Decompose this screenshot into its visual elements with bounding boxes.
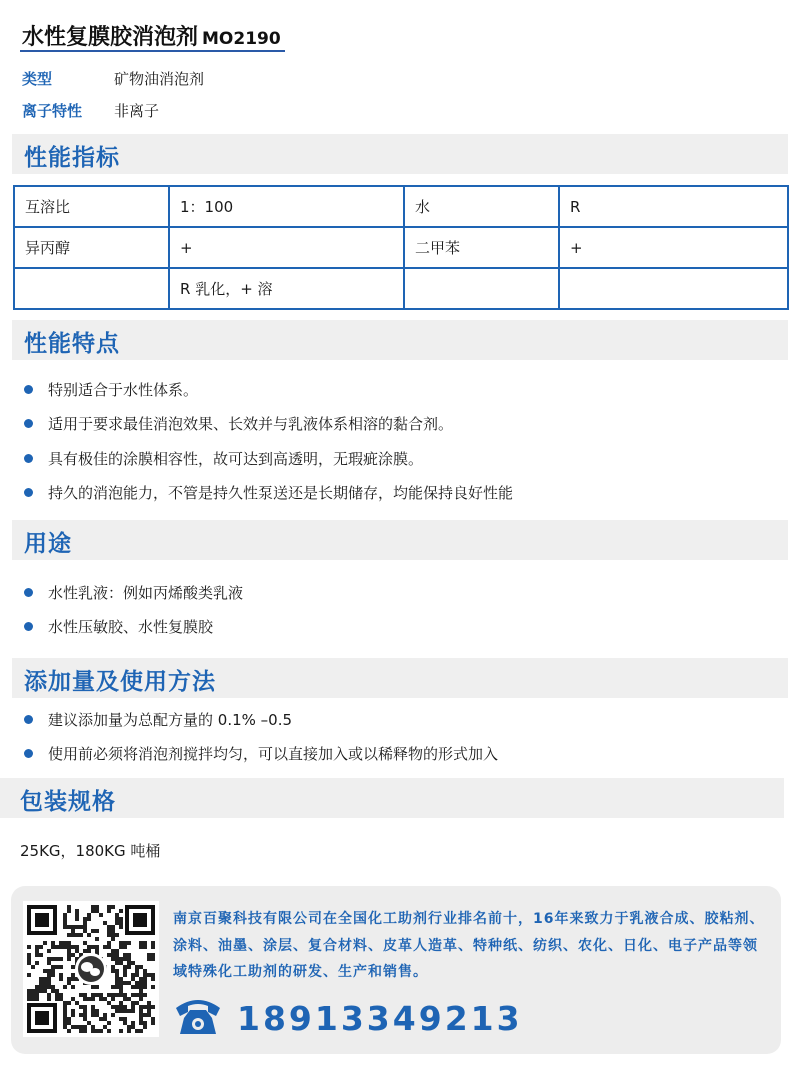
table-cell: + [169,227,404,268]
features-list [24,372,513,510]
section-heading: 用途 [24,531,72,557]
list-item-text: 具有极佳的涂膜相容性，故可达到高透明，无瑕疵涂膜。 [48,449,424,468]
model-code: MO2190 [202,29,281,49]
usage-list [24,575,243,644]
list-item [24,575,243,610]
table-cell [14,268,169,309]
qr-code-icon[interactable] [23,901,159,1037]
table-cell [404,268,559,309]
performance-table [13,185,789,310]
section-method [12,658,788,698]
section-packaging [0,778,784,818]
list-item-text: 水性乳液：例如丙烯酸类乳液 [48,583,244,602]
section-performance [12,134,788,174]
phone-number[interactable]: 18913349213 [237,999,523,1038]
property-ionic [22,100,159,121]
section-heading: 包装规格 [20,789,116,815]
table-cell: 1：100 [169,186,404,227]
list-item [24,441,513,476]
bullet-icon [24,454,33,463]
section-heading: 性能指标 [24,145,120,171]
table-cell [559,268,788,309]
method-list [24,702,498,771]
bullet-icon [24,419,33,428]
list-item-text: 特别适合于水性体系。 [48,380,199,399]
list-item-text: 水性压敏胶、水性复膜胶 [48,618,214,637]
list-item-text: 持久的消泡能力，不管是持久性泵送还是长期储存，均能保持良好性能 [48,484,514,503]
company-footer [11,886,781,1054]
section-heading: 添加量及使用方法 [24,669,216,695]
bullet-icon [24,588,33,597]
packaging-text: 25KG，180KG 吨桶 [20,842,161,860]
section-features [12,320,788,360]
list-item-text: 建议添加量为总配方量的 0.1% –0.5 [48,710,293,729]
product-title [22,20,281,51]
title-underline [20,50,285,52]
list-item [24,702,498,737]
table-cell: 水 [404,186,559,227]
property-value: 非离子 [114,102,160,120]
table-cell: + [559,227,788,268]
company-description: 南京百聚科技有限公司在全国化工助剂行业排名前十，16年来致力于乳液合成、胶粘剂、涂料、油墨、涂层、复合材料、皮革人造革、特种纸、纺织、农化、日化、电子产品等领域特殊化工助剂的研发、生产和销售。 [173,911,765,980]
section-heading: 性能特点 [24,331,120,357]
table-cell: R 乳化，+ 溶 [169,268,404,309]
table-row [14,227,788,268]
list-item [24,372,513,407]
bullet-icon [24,749,33,758]
property-value: 矿物油消泡剂 [114,70,205,88]
section-usage [12,520,788,560]
title-text: 水性复膜胶消泡剂 [22,25,199,50]
list-item-text: 适用于要求最佳消泡效果、长效并与乳液体系相溶的黏合剂。 [48,415,454,434]
list-item [24,737,498,772]
table-cell: 二甲苯 [404,227,559,268]
bullet-icon [24,715,33,724]
table-cell: R [559,186,788,227]
phone-icon [172,994,224,1042]
list-item [24,610,243,645]
table-cell: 互溶比 [14,186,169,227]
list-item-text: 使用前必须将消泡剂搅拌均匀，可以直接加入或以稀释物的形式加入 [48,745,499,764]
table-row [14,268,788,309]
bullet-icon [24,385,33,394]
property-key: 类型 [22,70,53,88]
list-item [24,476,513,511]
bullet-icon [24,488,33,497]
property-key: 离子特性 [22,102,83,120]
property-type [22,68,204,89]
bullet-icon [24,622,33,631]
table-row [14,186,788,227]
table-cell: 异丙醇 [14,227,169,268]
list-item [24,407,513,442]
